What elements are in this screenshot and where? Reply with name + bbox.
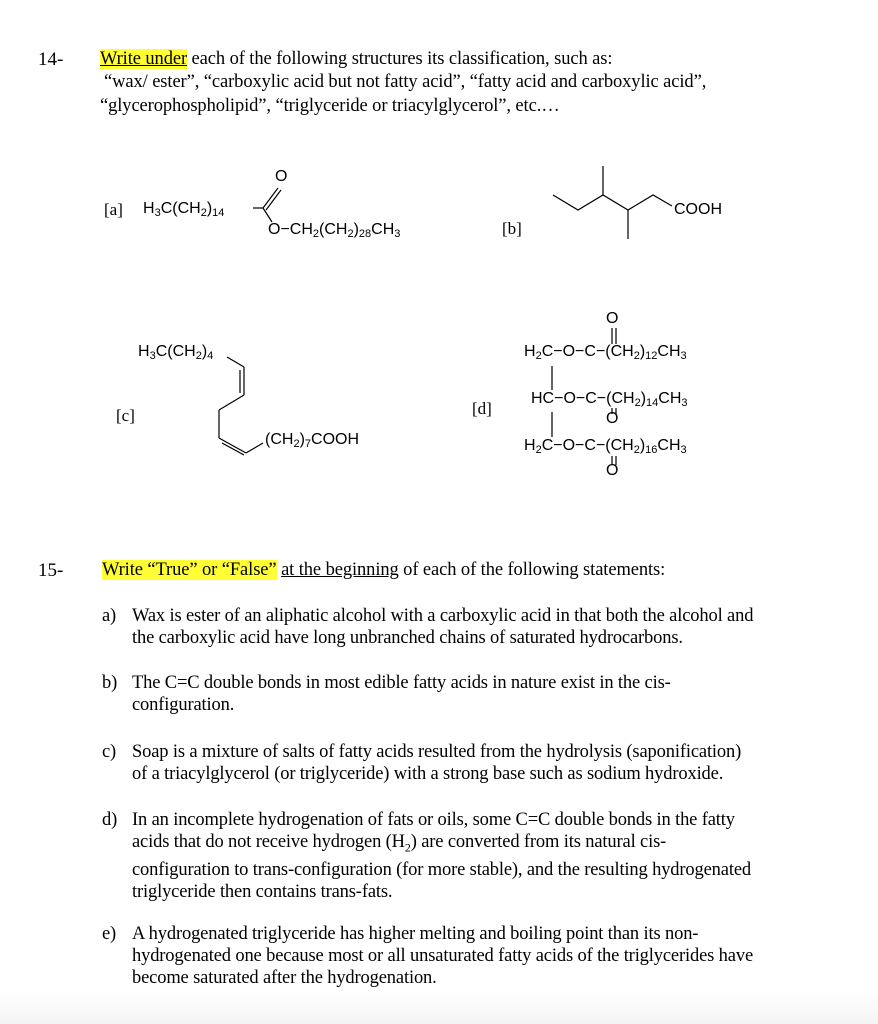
carboxyl-group: COOH <box>674 201 722 218</box>
carboxyl-chain-bottom: $(CH_2)_7COOH$ <box>265 431 360 450</box>
carbonyl-oxygen-top: O <box>606 310 619 327</box>
question-number: 15- <box>38 560 64 581</box>
alkyl-chain-top: $H_3C(CH_2)_4$ <box>138 343 214 362</box>
structure-label: [b] <box>502 219 522 238</box>
highlighted-text: Write “True” or “False” <box>102 560 277 580</box>
highlighted-text: Write under <box>100 49 188 69</box>
statement-d: d) In an incomplete hydrogenation of fats or oils, some C=C double bonds in the fatty acids that do not receive hydrogen $(H_2)$ are converted from its natural cis- configuration to trans-configuration (for more stable), and the resulting hydrogenated triglyceride then contains trans-fats. <box>102 810 751 902</box>
page-bottom-edge <box>0 992 878 1024</box>
structure-label: [d] <box>472 399 492 418</box>
question-number: 14- <box>38 49 64 70</box>
carbonyl-oxygen: O <box>275 168 288 185</box>
classification-examples-line-1: “wax/ ester”, “carboxylic acid but not fatty acid”, “fatty acid and carboxylic acid”, <box>104 72 707 92</box>
question-instruction: Write “True” or “False” at the beginning of each of the following statements: <box>102 560 666 580</box>
question-instruction: Write under each of the following structures its classification, such as: <box>100 49 613 69</box>
carbonyl-oxygen-bottom: O <box>606 462 619 479</box>
glycerol-backbone-bonds <box>0 0 878 500</box>
underlined-text: at the beginning <box>281 560 399 580</box>
alkoxy-chain-right: $O-CH_2(CH_2)_{28}CH_3$ <box>268 221 401 240</box>
statement-e: e) A hydrogenated triglyceride has higher melting and boiling point than its non- hydrogenated one because most or all unsaturated fatty acids of the triglycerides have become saturated after the hydrogenation. <box>102 924 754 988</box>
ester-row-3: $H_2C-O-C-(CH_2)_{16}CH_3$ <box>524 437 687 456</box>
alkyl-chain-left: $H_3C(CH_2)_{14}$ <box>143 200 225 219</box>
statement-b: b) The C=C double bonds in most edible fatty acids in nature exist in the cis- configuration. <box>102 673 671 715</box>
structure-label: [a] <box>104 200 123 219</box>
ester-row-1: $H_2C-O-C-(CH_2)_{12}CH_3$ <box>524 343 687 362</box>
structure-label: [c] <box>116 406 135 425</box>
ester-row-2: $HC-O-C-(CH_2)_{14}CH_3$ <box>531 390 688 409</box>
classification-examples-line-2: “glycerophospholipid”, “triglyceride or triacylglycerol”, etc.… <box>100 96 560 116</box>
statement-a: a) Wax is ester of an aliphatic alcohol with a carboxylic acid in that both the alcohol and the carboxylic acid have long unbranched chains of saturated hydrocarbons. <box>102 606 754 648</box>
carbonyl-oxygen-middle: O <box>606 410 619 427</box>
statement-c: c) Soap is a mixture of salts of fatty acids resulted from the hydrolysis (saponification) of a triacylglycerol (or triglyceride) with a strong base such as sodium hydroxide. <box>102 742 742 784</box>
